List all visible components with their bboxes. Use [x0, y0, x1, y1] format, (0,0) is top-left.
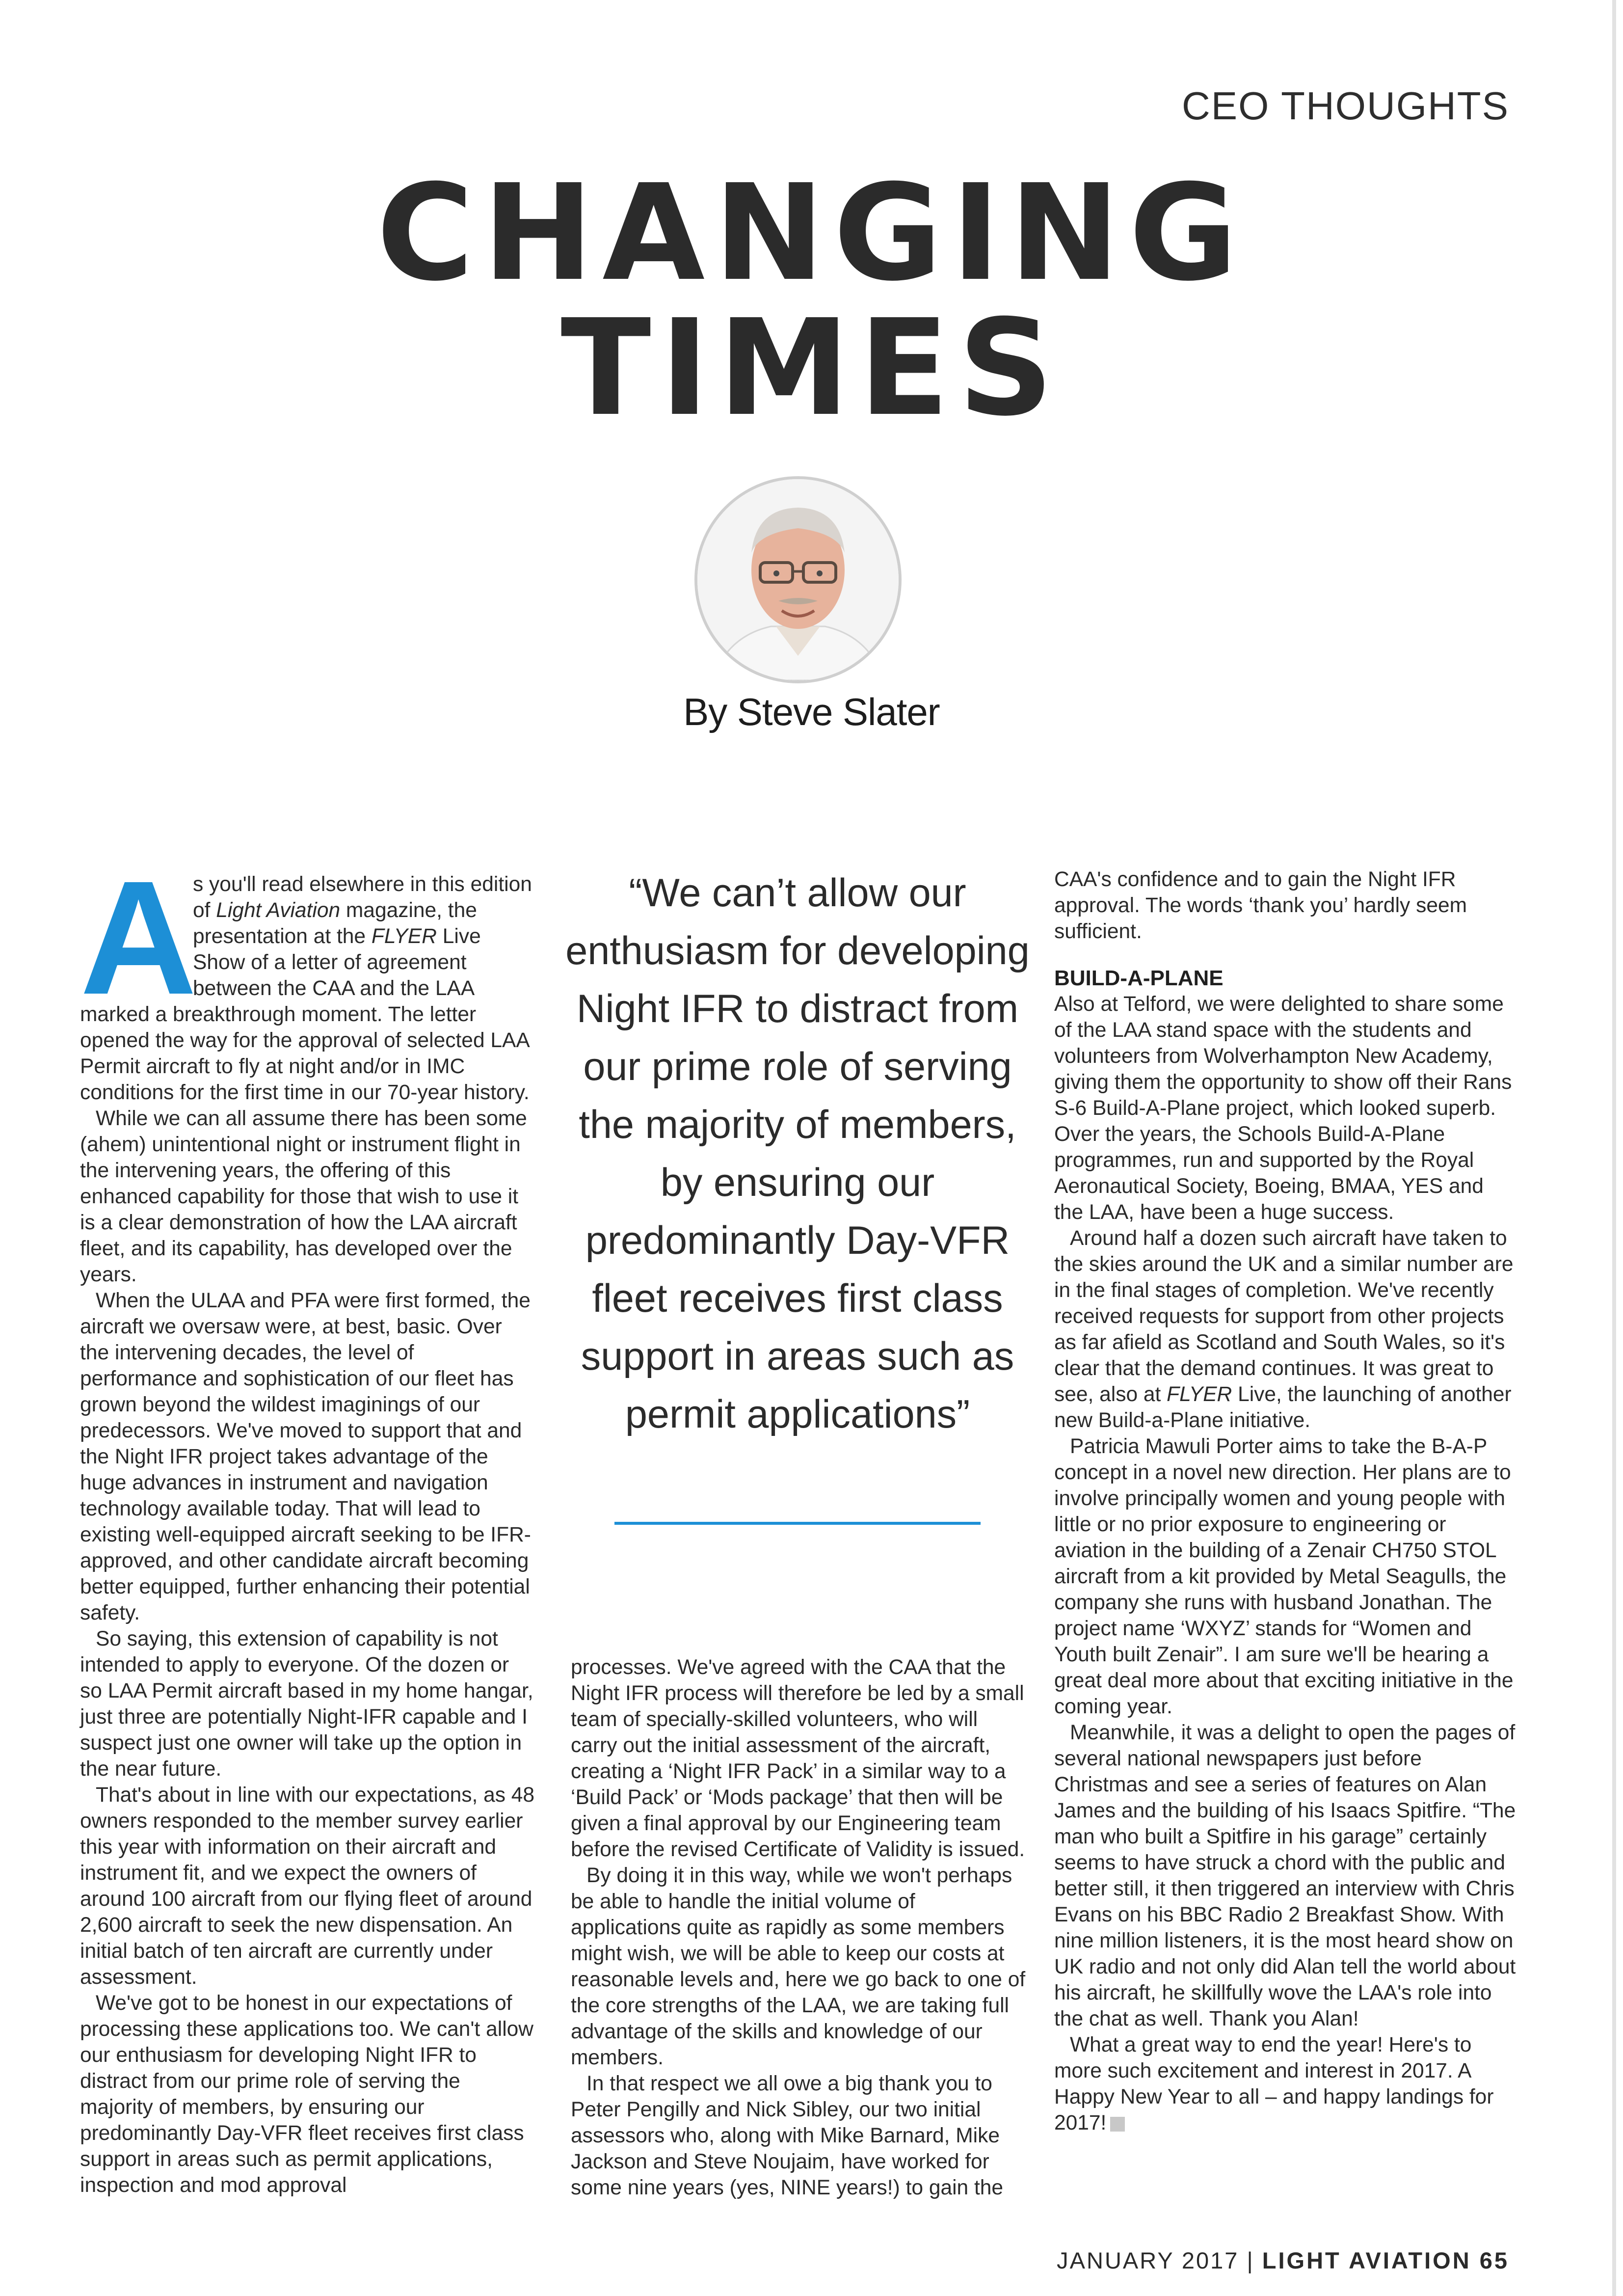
article-column-1 — [80, 871, 536, 2198]
paragraph-intro-cont: marked a breakthrough moment. The letter opened the way for the approval of selected LAA Permit aircraft to fly at night and/or in IMC conditions for the first time in our 70-year history. — [80, 1003, 530, 1104]
footer-magazine: LIGHT AVIATION 65 — [1262, 2247, 1509, 2273]
byline: By Steve Slater — [683, 690, 940, 733]
paragraph: CAA's confidence and to gain the Night IFR approval. The words ‘thank you’ hardly seem sufficient. — [1054, 868, 1467, 943]
paragraph-intro: s you'll read elsewhere in this edition of Light Aviation magazine, the presentation at the FLYER Live Show of a letter of agreement between the CAA and the LAA — [193, 873, 532, 1000]
subheading-build-a-plane: BUILD-A-PLANE — [1054, 966, 1224, 990]
paragraph: While we can all assume there has been some (ahem) unintentional night or instrument flight in the intervening years, the offering of this enhanced capability for those that wish to use it is a clear demonstration of how the LAA aircraft fleet, and its capability, has developed over the years. — [80, 1107, 527, 1286]
headline-line-1: CHANGING — [376, 156, 1247, 310]
drop-cap: A — [80, 847, 197, 1028]
paragraph: In that respect we all owe a big thank you to Peter Pengilly and Nick Sibley, our two initial assessors who, along with Mike Barnard, Mike Jackson and Steve Noujaim, have worked for some nine years (yes, NINE years!) to gain the — [571, 2072, 1004, 2199]
paragraph-final: What a great way to end the year! Here's to more such excitement and interest in 2017. A Happy New Year to all – and happy landings for 2017! — [1054, 2033, 1494, 2134]
section-label: CEO THOUGHTS — [1181, 84, 1509, 128]
paragraph: Patricia Mawuli Porter aims to take the B-A-P concept in a novel new direction. Her plans are to involve principally women and young people with little or no prior exposure to engineering or aviation in the building of a Zenair CH750 STOL aircraft from a kit provided by Metal Seagulls, the company she runs with husband Jonathan. The project name ‘WXYZ’ stands for “Women and Youth built Zenair”. I am sure we'll be hearing a great deal more about that exciting initiative in the coming year. — [1054, 1435, 1514, 1718]
article-column-3 — [1054, 866, 1518, 2136]
headline-line-2: TIMES — [560, 291, 1063, 445]
paragraph: Around half a dozen such aircraft have taken to the skies around the UK and a similar number are in the final stages of completion. We've recently received requests for support from other projects as far afield as Scotland and South Wales, so it's clear that the demand continues. It was great to see, also at FLYER Live, the launching of another new Build-a-Plane initiative. — [1054, 1227, 1514, 1432]
footer-issue: JANUARY 2017 | — [1057, 2247, 1262, 2273]
article-column-2 — [571, 1654, 1027, 2201]
pull-quote-rule — [614, 1522, 981, 1525]
page-footer — [1057, 2247, 1509, 2274]
end-mark-icon — [1110, 2117, 1125, 2132]
author-portrait — [694, 476, 902, 683]
paragraph: Also at Telford, we were delighted to share some of the LAA stand space with the students and volunteers from Wolverhampton New Academy, giving them the opportunity to show off their Rans S-6 Build-A-Plane project, which looked superb. Over the years, the Schools Build-A-Plane programmes, run and supported by the Royal Aeronautical Society, Boeing, BMAA, YES and the LAA, have been a huge success. — [1054, 993, 1512, 1224]
paragraph: When the ULAA and PFA were first formed, the aircraft we oversaw were, at best, basic. Over the intervening decades, the level of performance and sophistication of our fleet has grown beyond the wildest imaginings of our predecessors. We've moved to support that and the Night IFR project takes advantage of the huge advances in instrument and navigation technology available today. That will lead to existing well-equipped aircraft seeking to be IFR-approved, and other candidate aircraft becoming better equipped, further enhancing their potential safety. — [80, 1289, 531, 1624]
pull-quote: “We can’t allow our enthusiasm for developing Night IFR to distract from our prime role of serving the majority of members, by ensuring our predominantly Day-VFR fleet receives first class support in areas such as permit applications” — [565, 871, 1030, 1436]
paragraph: processes. We've agreed with the CAA that the Night IFR process will therefore be led by a small team of specially-skilled volunteers, who will carry out the initial assessment of the aircraft, creating a ‘Night IFR Pack’ in a similar way to a ‘Build Pack’ or ‘Mods package’ that then will be given a final approval by our Engineering team before the revised Certificate of Validity is issued. — [571, 1656, 1025, 1861]
paragraph: So saying, this extension of capability is not intended to apply to everyone. Of the dozen or so LAA Permit aircraft based in my home hangar, just three are potentially Night-IFR capable and I suspect just one owner will take up the option in the near future. — [80, 1627, 533, 1781]
paragraph: Meanwhile, it was a delight to open the pages of several national newspapers just before Christmas and see a series of features on Alan James and the building of his Isaacs Spitfire. “The man who built a Spitfire in his garage” certainly seems to have struck a chord with the public and better still, it then triggered an interview with Chris Evans on his BBC Radio 2 Breakfast Show. With nine million listeners, it is the most heard show on UK radio and not only did Alan tell the world about his aircraft, he skillfully wove the LAA's role into the chat as well. Thank you Alan! — [1054, 1721, 1516, 2030]
paragraph: That's about in line with our expectations, as 48 owners responded to the member survey earlier this year with information on their aircraft and instrument fit, and we expect the owners of around 100 aircraft from our flying fleet of around 2,600 aircraft to seek the new dispensation. An initial batch of ten aircraft are currently under assessment. — [80, 1783, 535, 1989]
paragraph: We've got to be honest in our expectations of processing these applications too. We can't allow our enthusiasm for developing Night IFR to distract from our prime role of serving the majority of members, by ensuring our predominantly Day-VFR fleet receives first class support in areas such as permit applications, inspection and mod approval — [80, 1992, 533, 2197]
paragraph: By doing it in this way, while we won't perhaps be able to handle the initial volume of applications quite as rapidly as some members might wish, we will be able to keep our costs at reasonable levels and, here we go back to one of the core strengths of the LAA, we are taking full advantage of the skills and knowledge of our members. — [571, 1864, 1026, 2069]
